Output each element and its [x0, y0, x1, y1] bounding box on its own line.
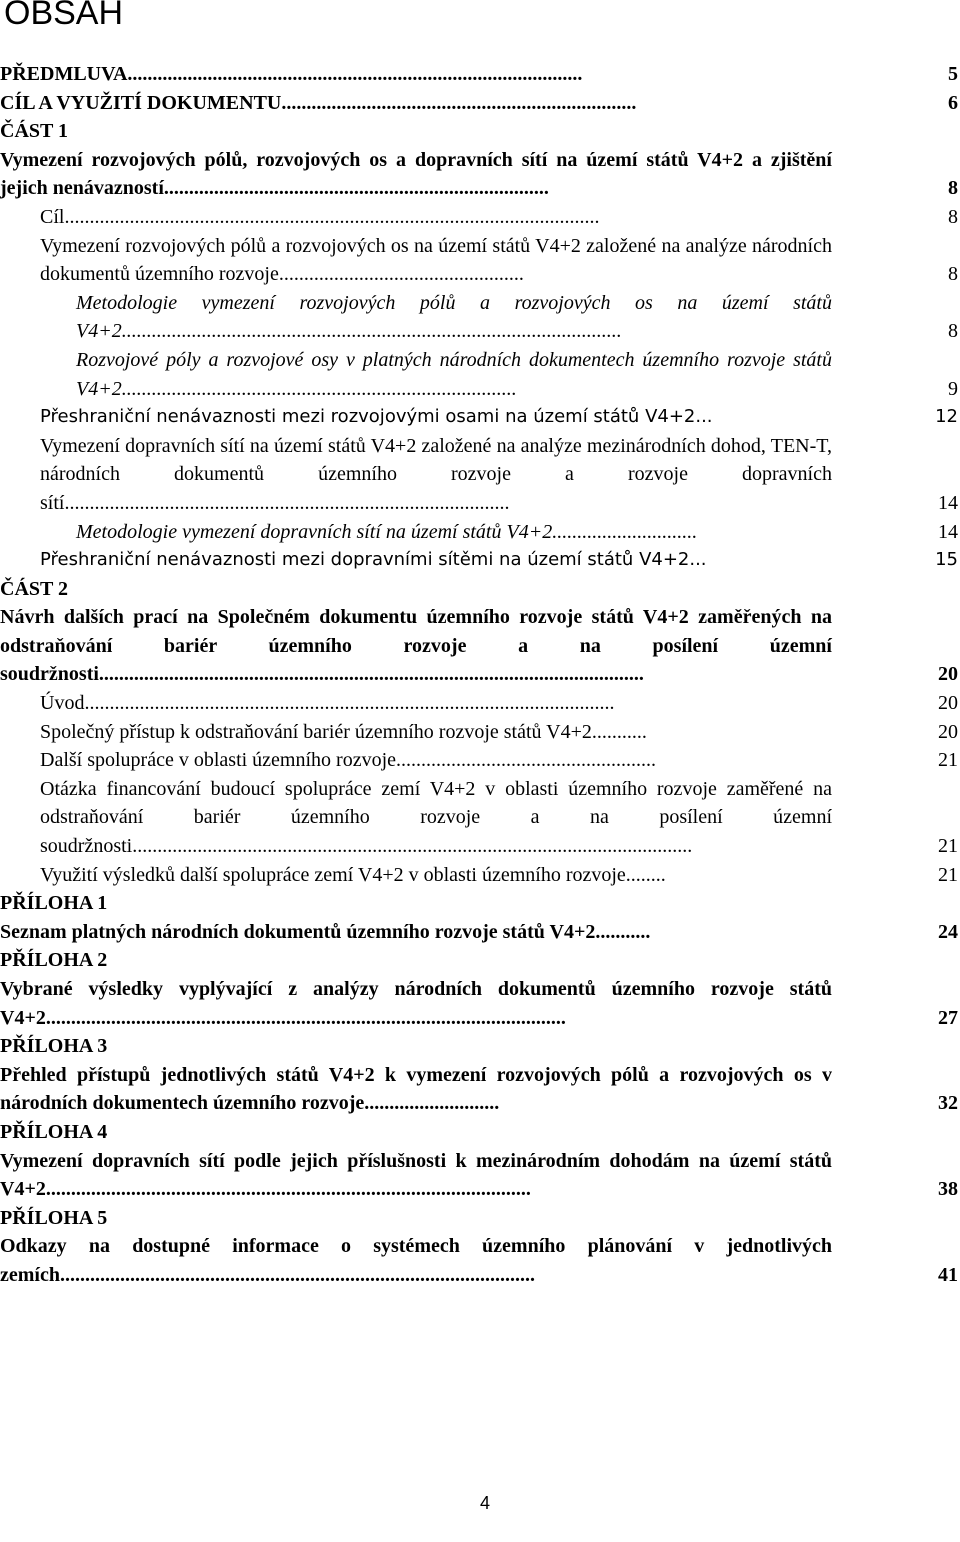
- toc-entry[interactable]: [0, 1232, 960, 1289]
- toc-section-label: [0, 575, 960, 604]
- toc-entry-page: 24: [938, 920, 958, 943]
- toc-entry-page: 6: [948, 91, 958, 114]
- toc-entry-page: 21: [938, 835, 958, 858]
- toc-entry-title: Úvod..........................................................................................................: [40, 692, 615, 715]
- toc-entry-title: ČÁST 2: [0, 577, 68, 600]
- toc-entry-title: Otázka financování budoucí spolupráce zemí V4+2 v oblasti územního rozvoje zaměřené na odstraňování bariér územního rozvoje a na posílení územní soudržnosti................................................................................................................: [40, 777, 832, 858]
- toc-entry[interactable]: [0, 346, 960, 403]
- toc-entry-title: ČÁST 1: [0, 120, 68, 143]
- toc-section-label: [0, 889, 960, 918]
- toc-entry-page: 41: [938, 1263, 958, 1286]
- toc-entry-title: Další spolupráce v oblasti územního rozvoje....................................................: [40, 749, 657, 772]
- toc-entry[interactable]: [0, 89, 960, 118]
- toc-entry-title: PŘÍLOHA 4: [0, 1120, 108, 1143]
- toc-entry-page: 20: [938, 692, 958, 715]
- toc-entry-page: 9: [948, 377, 958, 400]
- table-of-contents: [0, 60, 960, 1290]
- toc-entry[interactable]: [0, 689, 960, 718]
- toc-entry-title: PŘÍLOHA 3: [0, 1035, 108, 1058]
- toc-entry[interactable]: [0, 603, 960, 689]
- toc-entry-title: PŘÍLOHA 2: [0, 949, 108, 972]
- toc-entry[interactable]: [0, 232, 960, 289]
- toc-entry-page: 27: [938, 1006, 958, 1029]
- toc-entry[interactable]: [0, 918, 960, 947]
- toc-entry-page: 20: [938, 720, 958, 743]
- toc-entry[interactable]: [0, 432, 960, 518]
- toc-entry-title: Vymezení rozvojových pólů a rozvojových os na území států V4+2 založené na analýze národních dokumentů územního rozvoje.................................................: [40, 234, 832, 286]
- toc-entry-title: Vymezení rozvojových pólů, rozvojových os a dopravních sítí na území států V4+2 a zjištění jejich nenávazností.............................................................................: [0, 148, 832, 200]
- toc-entry[interactable]: [0, 289, 960, 346]
- page-title: OBSAH: [4, 0, 124, 32]
- toc-section-label: [0, 1118, 960, 1147]
- toc-entry[interactable]: [0, 203, 960, 232]
- toc-entry-page: 14: [938, 520, 958, 543]
- toc-entry-page: 32: [938, 1092, 958, 1115]
- toc-entry-page: 12: [935, 406, 958, 428]
- toc-entry-title: Vybrané výsledky vyplývající z analýzy národních dokumentů územního rozvoje států V4+2........................................................................................................: [0, 978, 832, 1029]
- toc-entry-title: Seznam platných národních dokumentů územního rozvoje států V4+2...........: [0, 920, 651, 943]
- toc-entry-page: 15: [935, 549, 958, 571]
- toc-entry[interactable]: [0, 1061, 960, 1118]
- toc-entry-page: 8: [948, 205, 958, 228]
- toc-entry[interactable]: [0, 718, 960, 747]
- toc-entry[interactable]: [0, 60, 960, 89]
- toc-entry-title: Odkazy na dostupné informace o systémech územního plánování v jednotlivých zemích...............................................................................................: [0, 1235, 832, 1286]
- toc-entry-title: PŘEDMLUVA...........................................................................................: [0, 63, 583, 85]
- toc-entry-title: Návrh dalších prací na Společném dokumentu územního rozvoje států V4+2 zaměřených na odstraňování bariér územního rozvoje a na posílení územní soudržnosti.............................................................................................................: [0, 606, 832, 686]
- toc-section-label: [0, 1032, 960, 1061]
- toc-entry-title: Metodologie vymezení dopravních sítí na území států V4+2.............................: [76, 520, 698, 543]
- toc-entry[interactable]: [0, 861, 960, 890]
- toc-entry-page: 21: [938, 863, 958, 886]
- page-number: 4: [479, 1493, 490, 1513]
- toc-entry-title: Vymezení dopravních sítí na území států V4+2 založené na analýze mezinárodních dohod, TEN-T, národních dokumentů územního rozvoje a rozvoje dopravních sítí.........................................................................................: [40, 434, 832, 514]
- toc-entry-page: 8: [948, 177, 958, 200]
- toc-section-label: [0, 117, 960, 146]
- toc-entry-title: Vymezení dopravních sítí podle jejich příslušnosti k mezinárodním dohodám na území států V4+2.................................................................................................: [0, 1149, 832, 1201]
- toc-entry-page: 20: [938, 663, 958, 686]
- toc-section-label: [0, 1204, 960, 1233]
- toc-entry[interactable]: [0, 746, 960, 775]
- toc-entry-title: Využití výsledků další spolupráce zemí V4+2 v oblasti územního rozvoje........: [40, 863, 666, 886]
- toc-entry-page: 21: [938, 749, 958, 772]
- toc-entry-title: Přeshraniční nenávaznosti mezi dopravními sítěmi na území států V4+2...: [40, 549, 707, 571]
- toc-entry[interactable]: [0, 975, 960, 1032]
- toc-entry[interactable]: [0, 1147, 960, 1204]
- toc-entry-title: Metodologie vymezení rozvojových pólů a rozvojových os na území států V4+2....................................................................................................: [76, 291, 832, 343]
- toc-entry[interactable]: [0, 546, 960, 575]
- toc-entry-page: 8: [948, 263, 958, 286]
- toc-entry-title: Přehled přístupů jednotlivých států V4+2 k vymezení rozvojových pólů a rozvojových os v národních dokumentech územního rozvoje...........................: [0, 1063, 832, 1115]
- toc-entry-page: 14: [938, 491, 958, 514]
- toc-entry-page: 38: [938, 1178, 958, 1201]
- toc-section-label: [0, 946, 960, 975]
- toc-entry-title: Rozvojové póly a rozvojové osy v platných národních dokumentech územního rozvoje států V4+2...............................................................................: [76, 348, 832, 400]
- toc-entry-title: PŘÍLOHA 5: [0, 1206, 108, 1229]
- toc-entry[interactable]: [0, 775, 960, 861]
- toc-entry[interactable]: [0, 403, 960, 432]
- toc-entry-title: Společný přístup k odstraňování bariér územního rozvoje států V4+2...........: [40, 720, 647, 743]
- toc-entry[interactable]: [0, 146, 960, 203]
- toc-entry-title: Přeshraniční nenávaznosti mezi rozvojovými osami na území států V4+2...: [40, 406, 713, 428]
- toc-entry[interactable]: [0, 518, 960, 547]
- toc-entry-title: PŘÍLOHA 1: [0, 892, 108, 915]
- toc-entry-page: 8: [948, 320, 958, 343]
- toc-entry-title: Cíl...........................................................................................................: [40, 205, 600, 228]
- toc-entry-page: 5: [948, 63, 958, 85]
- toc-entry-title: CÍL A VYUŽITÍ DOKUMENTU.......................................................................: [0, 91, 637, 114]
